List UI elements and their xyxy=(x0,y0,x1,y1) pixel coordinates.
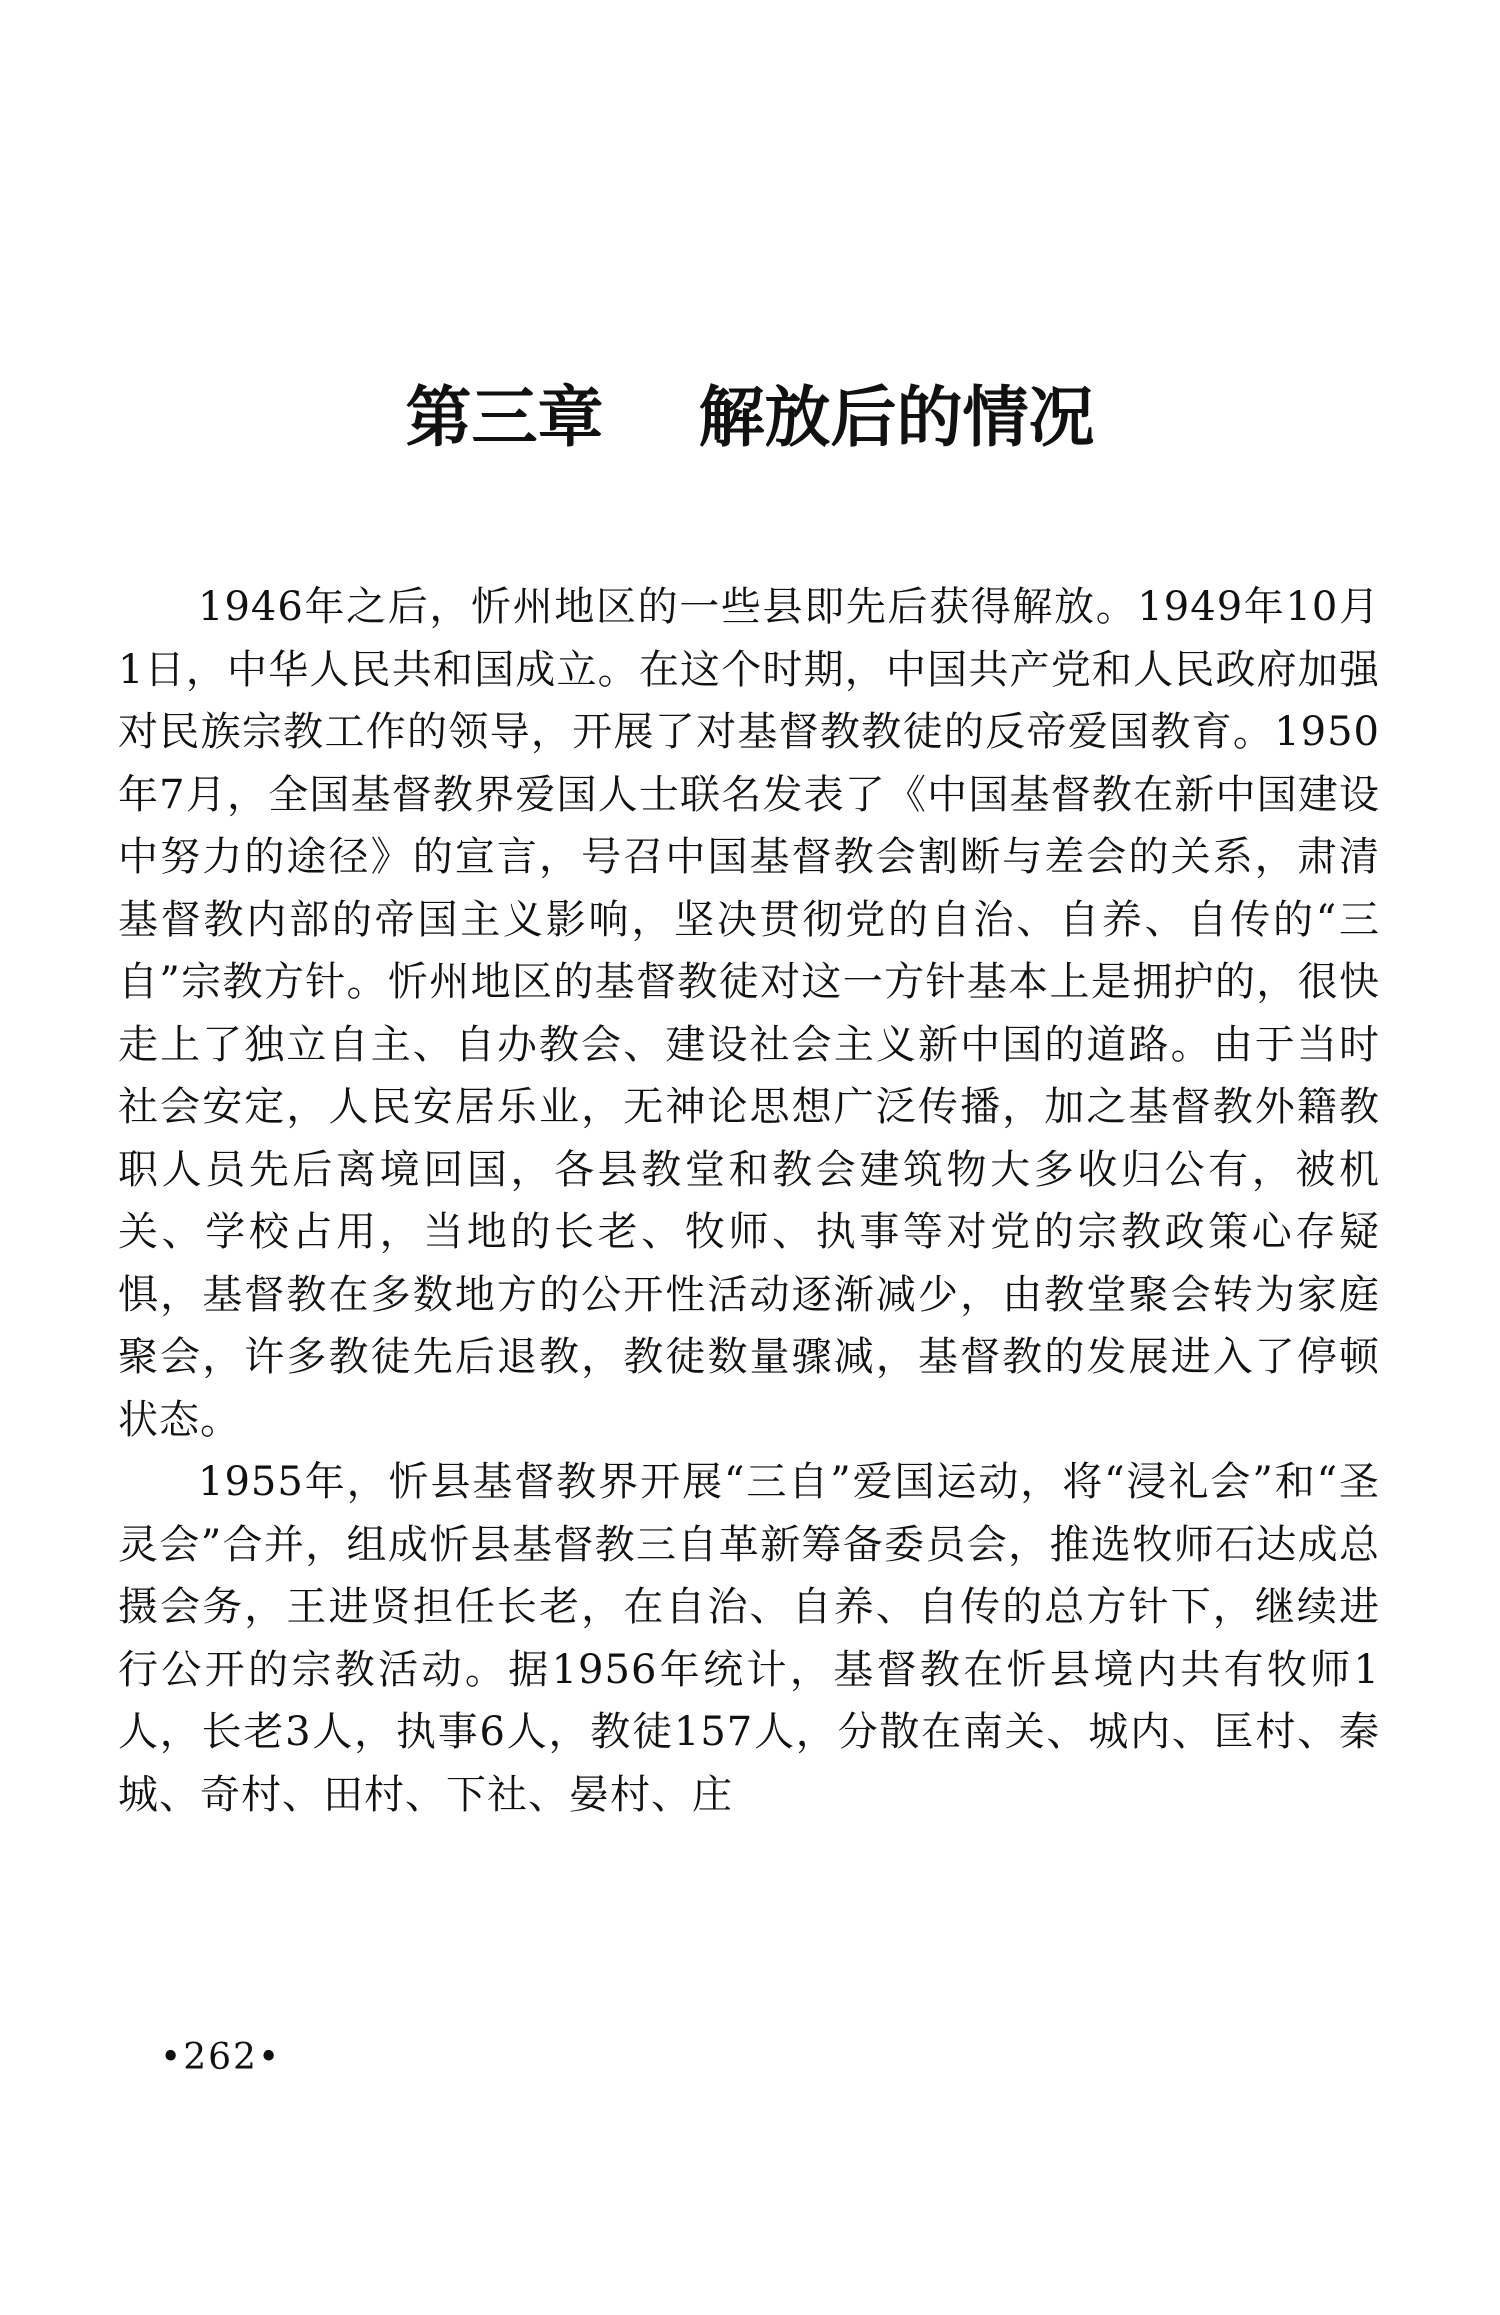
chapter-heading xyxy=(0,372,1500,462)
chapter-title: 解放后的情况 xyxy=(698,378,1095,456)
page-number: •262• xyxy=(160,2037,282,2078)
paragraph: 1946年之后，忻州地区的一些县即先后获得解放。1949年10月1日，中华人民共和国成立。在这个时期，中国共产党和人民政府加强对民族宗教工作的领导，开展了对基督教教徒的反帝爱国教育。1950年7月，全国基督教界爱国人士联名发表了《中国基督教在新中国建设中努力的途径》的宣言，号召中国基督教会割断与差会的关系，肃清基督教内部的帝国主义影响，坚决贯彻党的自治、自养、自传的“三自”宗教方针。忻州地区的基督教徒对这一方针基本上是拥护的，很快走上了独立自主、自办教会、建设社会主义新中国的道路。由于当时社会安定，人民安居乐业，无神论思想广泛传播，加之基督教外籍教职人员先后离境回国，各县教堂和教会建筑物大多收归公有，被机关、学校占用，当地的长老、牧师、执事等对党的宗教政策心存疑惧，基督教在多数地方的公开性活动逐渐减少，由教堂聚会转为家庭聚会，许多教徒先后退教，教徒数量骤减，基督教的发展进入了停顿状态。 xyxy=(118,584,1380,1443)
chapter-number: 第三章 xyxy=(405,378,604,456)
body-text xyxy=(118,576,1380,1826)
paragraph: 1955年，忻县基督教界开展“三自”爱国运动，将“浸礼会”和“圣灵会”合并，组成忻县基督教三自革新筹备委员会，推选牧师石达成总摄会务，王进贤担任长老，在自治、自养、自传的总方针下，继续进行公开的宗教活动。据1956年统计，基督教在忻县境内共有牧师1人，长老3人，执事6人，教徒157人，分散在南关、城内、匡村、秦城、奇村、田村、下社、晏村、庄 xyxy=(118,1459,1380,1818)
